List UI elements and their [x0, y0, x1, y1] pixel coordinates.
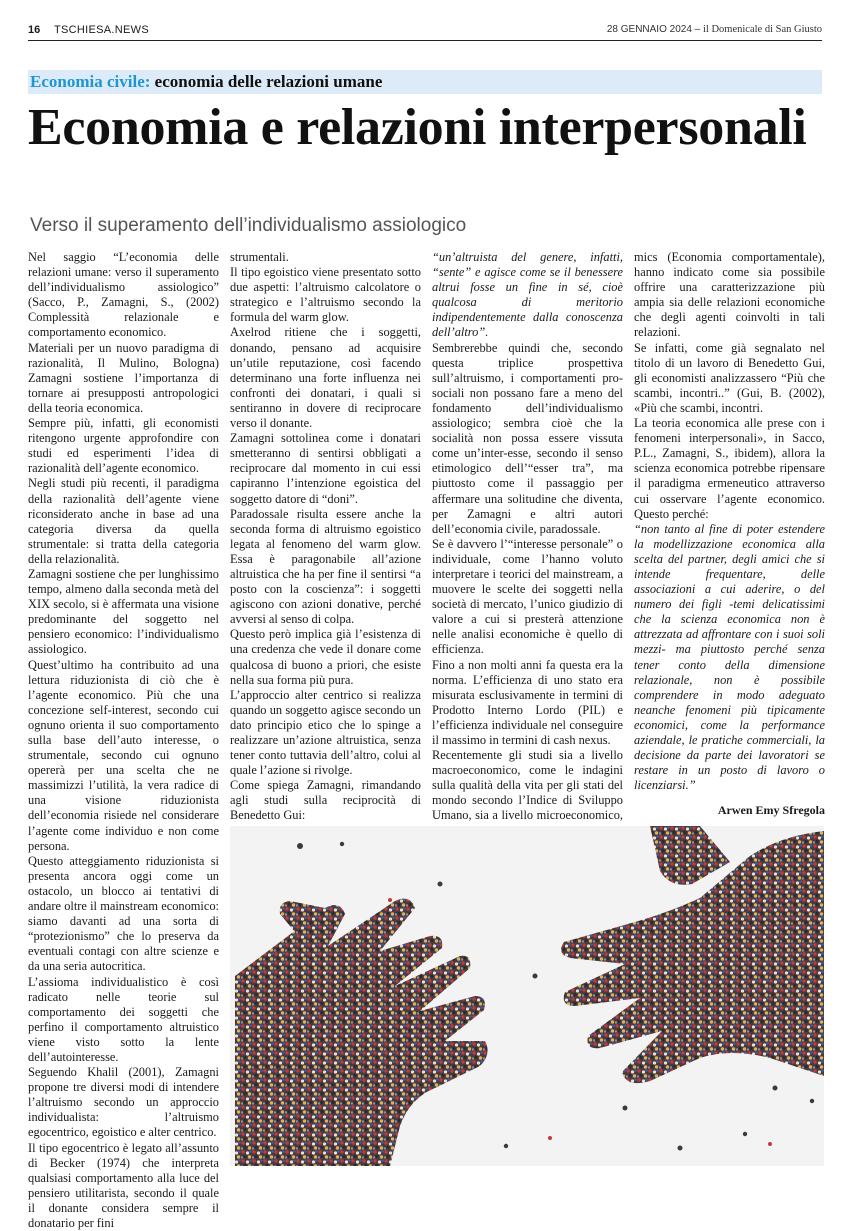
paragraph: strumentali. [230, 250, 289, 264]
article-column-1 [28, 250, 219, 1231]
paragraph: mics (Economia comportamentale), hanno indicato come sia possibile offrire una caratterizzazione più ampia sia delle relazioni economiche che degli agenti coinvolti in tali relazioni. [634, 250, 825, 340]
paragraph: Il tipo egocentrico è legato all’assunto di Becker (1974) che interpreta qualsiasi comportamento alla luce del pensiero utilitarista, secondo il quale il donante considera sempre il donatario per fini [28, 1140, 219, 1230]
paragraph: Zamagni sottolinea come i donatari smetteranno di sentirsi obbligati a reciprocare dal momento in cui essi capiranno l’intenzione egoistica del soggetto datore di “doni”. [230, 431, 421, 506]
quote-paragraph: “non tanto al fine di poter estendere la modellizzazione economica alla scelta del partner, degli amici che si intende frequentare, delle associazioni a cui aderire, o del numero dei figli -temi delicatissimi che la scienza economica non è attrezzata ad affrontare con i suoi soli mezzi- ma piuttosto perché senza tener conto della dimensione relazionale, non è possibile comprendere in modo adeguato neanche fenomeni più tipicamente economici, come la performance aziendale, le pratiche commerciali, la decisione da parte dei lavoratori se restare in un posto di lavoro o licenziarsi.” [634, 521, 825, 793]
paragraph: L’approccio alter centrico si realizza quando un soggetto agisce secondo un dato principio etico che lo spinge a realizzare un’azione altruistica, senza tener conto tuttavia dell’altro, colui al quale l’azione si rivolge. [230, 687, 421, 778]
article-column-3 [432, 250, 623, 854]
paragraph: Quest’ultimo ha contribuito ad una lettura riduzionista di ciò che è l’agente economico. Più che una concezione self-interest, secondo cui ognuno orienta il suo comportamento sulla base dell’auto interesse, o strumentale, secondo cui ognuno opererà per una scelta che ne massimizzi l’utilità, la vera radice di una visione riduzionista dell’economia risiede nel considerare l’agente come individuo e non come persona. [28, 657, 219, 853]
crowd-hands-photo [230, 826, 824, 1166]
kicker-section: Economia civile: [30, 72, 151, 91]
issue-separator: – [691, 24, 704, 35]
paragraph: La teoria economica alle prese con i fenomeni interpersonali», in Sacco, P.L., Zamagni, S., ibidem), allora la scienza economica potrebbe ripensare il paradigma ermeneutico attraverso cui osservare l’agente economico. Questo perché: [634, 416, 825, 521]
paragraph: Fino a non molti anni fa questa era la norma. L’efficienza di uno stato era misurata esclusivamente in termini di Prodotto Interno Lordo (PIL) e l’efficienza individuale nel conseguire il massimo in termini di cash nexus. [432, 657, 623, 747]
section-kicker [28, 70, 822, 94]
paragraph: Negli studi più recenti, il paradigma della razionalità dell’agente viene riconsiderato anche in base ad una categoria diversa da quella strumentale: si tratta della categoria della relazionalità. [28, 476, 219, 566]
paragraph: Se infatti, come già segnalato nel titolo di un lavoro di Benedetto Gui, gli economisti analizzassero “Più che scambi, incontri..” (Gui, B. (2002), «Più che scambi, incontri. [634, 340, 825, 415]
paragraph: Se è davvero l’“interesse personale” o individuale, come l’hanno voluto interpretare i teorici del mainstream, a muovere le scelte dei soggetti nella società di mercato, l’unico giudizio di valore a cui si presterà attenzione nelle analisi economiche è quello di efficienza. [432, 536, 623, 657]
page-number: 16 [28, 24, 41, 36]
paragraph: Nel saggio “L’economia delle relazioni umane: verso il superamento dell’individualismo assiologico” (Sacco, P., Zamagni, S., (2002) Complessità relazionale e comportamento economico. [28, 250, 219, 340]
quote-paragraph: “un’altruista del genere, infatti, “sente” e agisce come se il benessere altrui fosse un fine in sé, cioè qualcosa di meritorio indipendentemente dalla conoscenza dell’altro”. [432, 250, 623, 340]
paragraph: Zamagni sostiene che per lunghissimo tempo, almeno dalla seconda metà del XIX secolo, si è affermata una visione predominante del soggetto nel pensiero economico: l’individualismo assiologico. [28, 566, 219, 657]
paragraph: Paradossale risulta essere anche la seconda forma di altruismo egoistico legata al fenomeno del warm glow. Essa è paragonabile all’azione altruistica che ha per fine il sentirsi “a posto con la coscienza”: i soggetti agiscono con azioni donative, perché avversi al senso di colpa. [230, 506, 421, 627]
paragraph: Seguendo Khalil (2001), Zamagni propone tre diversi modi di intendere l’altruismo secondo un approccio individualista: l’altruismo egocentrico, egoistico e alter centrico. [28, 1065, 219, 1140]
article-column-4 [634, 250, 825, 818]
header-rule [28, 40, 822, 41]
site-name[interactable]: TSCHIESA.NEWS [54, 24, 149, 36]
article-column-2 [230, 250, 421, 824]
paragraph: Sembrerebbe quindi che, secondo questa triplice prospettiva sull’altruismo, i comportamenti pro-sociali non possano fare a meno del fondamento dell’individualismo assiologico; sembra cioè che la socialità non possa essere vissuta come un’inter-esse, secondo il senso etimologico dell’“esser tra”, ma piuttosto come il passaggio per affermare una solitudine che diventa, per Zamagni e altri autori dell’economia civile, paradossale. [432, 340, 623, 536]
paragraph: Questo atteggiamento riduzionista si presenta ancora oggi come un ostacolo, un blocco ai tentativi di andare oltre il mainstream economico: siamo davanti ad una sorta di “protezionismo” che lo preserva da eventuali contagi con altre scienze e da una seria autocritica. [28, 853, 219, 974]
paragraph: Recentemente gli studi sia a livello macroeconomico, come le indagini sulla qualità della vita per gli stati del mondo secondo l’Indice di Sviluppo Umano, sia a livello microeconomico, [432, 748, 623, 823]
issue-date: 28 GENNAIO 2024 [606, 24, 692, 35]
paragraph: L’assioma individualistico è così radicato nelle teorie sul comportamento dei soggetti che perfino il comportamento altruistico viene visto sotto la lente dell’autointeresse. [28, 974, 219, 1064]
author-signature: Arwen Emy Sfregola [717, 803, 825, 818]
article-subtitle: Verso il superamento dell’individualismo assiologico [30, 215, 467, 236]
page-header [28, 22, 822, 40]
paragraph: Come spiega Zamagni, rimandando agli studi sulla reciprocità di Benedetto Gui: [230, 778, 421, 823]
paragraph: Questo però implica già l’esistenza di una credenza che vede il donare come qualcosa di buono a priori, che esiste nella sua forma più pura. [230, 627, 421, 687]
publication-name: il Domenicale di San Giusto [703, 24, 822, 35]
paragraph: Materiali per un nuovo paradigma di razionalità, Il Mulino, Bologna) Zamagni sostiene l’importanza di tornare ai presupposti antropologici della teoria economica. [28, 340, 219, 415]
paragraph: Axelrod ritiene che i soggetti, donando, pensano ad acquisire un’utile reputazione, così facendo determinano una forte influenza nei confronti dei donatari, i quali si sentiranno in dovere di reciprocare verso il donante. [230, 325, 421, 431]
article-title: Economia e relazioni interpersonali [28, 99, 807, 156]
paragraph: Sempre più, infatti, gli economisti ritengono urgente approfondire con studi ed esperimenti l’idea di razionalità dell’agente economico. [28, 416, 219, 476]
kicker-topic: economia delle relazioni umane [150, 72, 383, 91]
issue-info [607, 24, 822, 35]
paragraph: Il tipo egoistico viene presentato sotto due aspetti: l’altruismo calcolatore o strategico e l’altruismo secondo la formula del warm glow. [230, 265, 421, 325]
